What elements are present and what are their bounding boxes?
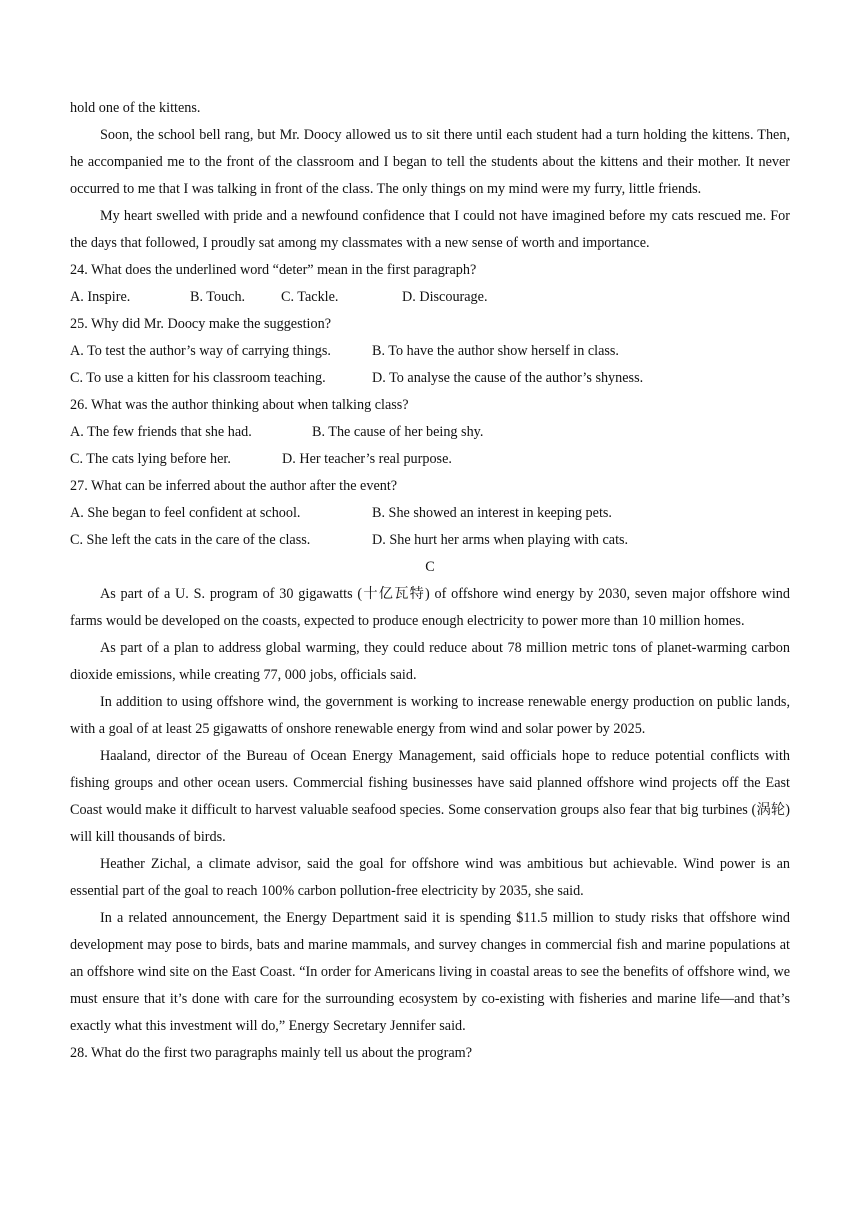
option-a: A. The few friends that she had. bbox=[70, 424, 252, 440]
question-27-options-ab bbox=[70, 500, 790, 527]
option-d: D. She hurt her arms when playing with cats. bbox=[372, 532, 629, 548]
section-c-paragraph: In addition to using offshore wind, the government is working to increase renewable energy production on public lands, with a goal of at least 25 gigawatts of onshore renewable energy from wind and solar power by 2025. bbox=[70, 694, 790, 737]
option-d: D. Discourage. bbox=[402, 289, 488, 305]
option-b: B. Touch. bbox=[190, 289, 246, 305]
section-c-paragraph: As part of a U. S. program of 30 gigawatts (十亿瓦特) of offshore wind energy by 2030, seven major offshore wind farms would be developed on the coasts, expected to produce enough electricity to power more than 10 million homes. bbox=[70, 586, 790, 629]
exam-page bbox=[70, 95, 790, 1067]
question-25-options-cd bbox=[70, 365, 790, 392]
option-c: C. She left the cats in the care of the class. bbox=[70, 532, 311, 548]
question-24-options bbox=[70, 284, 790, 311]
option-a: A. To test the author’s way of carrying things. bbox=[70, 343, 331, 359]
option-d: D. To analyse the cause of the author’s shyness. bbox=[372, 370, 644, 386]
section-c-paragraph: As part of a plan to address global warming, they could reduce about 78 million metric tons of planet-warming carbon dioxide emissions, while creating 77, 000 jobs, officials said. bbox=[70, 640, 790, 683]
passage-b-paragraph: My heart swelled with pride and a newfound confidence that I could not have imagined before my cats rescued me. For the days that followed, I proudly sat among my classmates with a new sense of worth and importance. bbox=[70, 208, 790, 251]
option-a: A. Inspire. bbox=[70, 289, 131, 305]
option-b: B. She showed an interest in keeping pets. bbox=[372, 505, 612, 521]
question-28-stem: 28. What do the first two paragraphs mainly tell us about the program? bbox=[70, 1045, 473, 1061]
question-27-options-cd bbox=[70, 527, 790, 554]
question-24-stem: 24. What does the underlined word “deter” mean in the first paragraph? bbox=[70, 262, 477, 278]
passage-b-continuation: hold one of the kittens. bbox=[70, 100, 201, 116]
question-26-options-cd bbox=[70, 446, 790, 473]
question-27-stem: 27. What can be inferred about the author after the event? bbox=[70, 478, 398, 494]
option-a: A. She began to feel confident at school. bbox=[70, 505, 301, 521]
option-b: B. The cause of her being shy. bbox=[312, 424, 484, 440]
section-c-heading: C bbox=[425, 559, 435, 575]
section-c-paragraph: In a related announcement, the Energy Department said it is spending $11.5 million to study risks that offshore wind development may pose to birds, bats and marine mammals, and survey changes in commercial fish and marine populations at an offshore wind site on the East Coast. “In order for Americans living in coastal areas to see the benefits of offshore wind, we must ensure that it’s done with care for the surrounding ecosystem by co-existing with fisheries and marine life—and that’s exactly what this investment will do,” Energy Secretary Jennifer said. bbox=[70, 910, 790, 1034]
option-c: C. The cats lying before her. bbox=[70, 451, 231, 467]
section-c-paragraph: Heather Zichal, a climate advisor, said the goal for offshore wind was ambitious but achievable. Wind power is an essential part of the goal to reach 100% carbon pollution-free electricity by 2035, she said. bbox=[70, 856, 790, 899]
question-26-options-ab bbox=[70, 419, 790, 446]
passage-b-paragraph: Soon, the school bell rang, but Mr. Doocy allowed us to sit there until each student had a turn holding the kittens. Then, he accompanied me to the front of the classroom and I began to tell the students about the kittens and their mother. It never occurred to me that I was talking in front of the class. The only things on my mind were my furry, little friends. bbox=[70, 127, 790, 197]
section-c-paragraph: Haaland, director of the Bureau of Ocean Energy Management, said officials hope to reduce potential conflicts with fishing groups and other ocean users. Commercial fishing businesses have said planned offshore wind projects off the East Coast would make it difficult to harvest valuable seafood species. Some conservation groups also fear that big turbines (涡轮) will kill thousands of birds. bbox=[70, 748, 790, 845]
option-b: B. To have the author show herself in class. bbox=[372, 343, 619, 359]
option-d: D. Her teacher’s real purpose. bbox=[282, 451, 452, 467]
question-26-stem: 26. What was the author thinking about when talking class? bbox=[70, 397, 409, 413]
question-25-stem: 25. Why did Mr. Doocy make the suggestion? bbox=[70, 316, 331, 332]
question-25-options-ab bbox=[70, 338, 790, 365]
option-c: C. To use a kitten for his classroom teaching. bbox=[70, 370, 326, 386]
option-c: C. Tackle. bbox=[281, 289, 339, 305]
